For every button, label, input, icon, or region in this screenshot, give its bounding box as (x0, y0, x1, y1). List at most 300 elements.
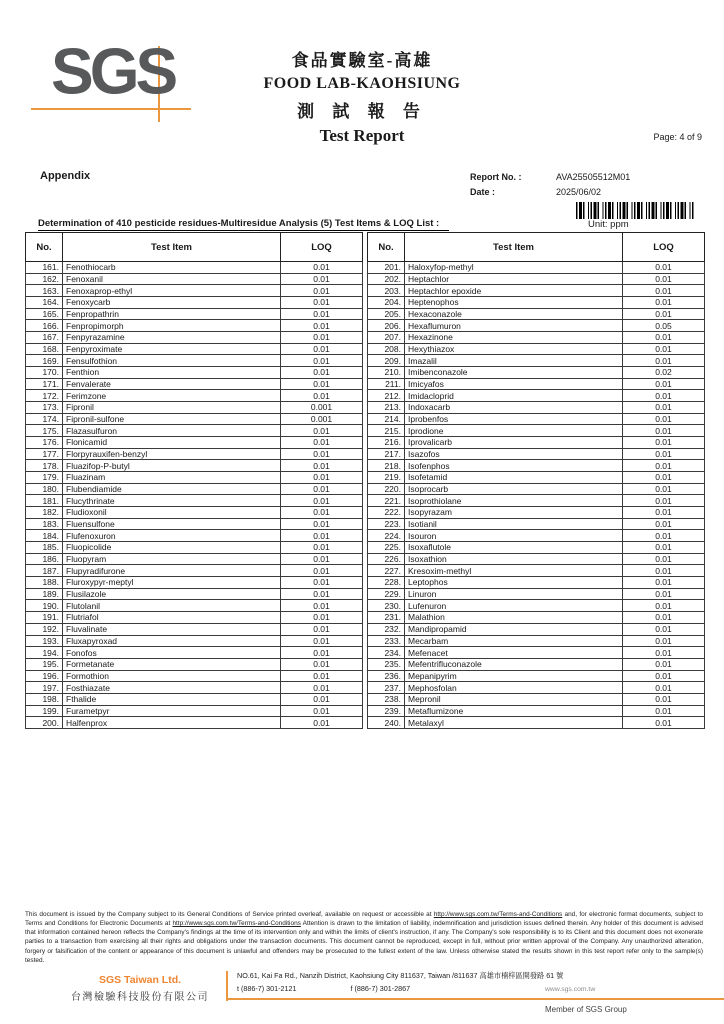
row-test-item: Isouron (405, 530, 623, 542)
row-test-item: Fluazifop-P-butyl (63, 460, 281, 472)
row-loq: 0.01 (623, 308, 705, 320)
row-no: 218. (368, 460, 405, 472)
row-no: 196. (26, 670, 63, 682)
row-loq: 0.01 (281, 367, 363, 379)
row-loq: 0.01 (281, 378, 363, 390)
table-row (368, 565, 705, 577)
row-loq: 0.01 (623, 262, 705, 274)
sgs-logo-text: SGS (51, 34, 175, 108)
table-row (26, 308, 363, 320)
row-loq: 0.01 (623, 448, 705, 460)
row-loq: 0.01 (281, 600, 363, 612)
table-row (368, 285, 705, 297)
table-row (26, 273, 363, 285)
row-loq: 0.01 (281, 577, 363, 589)
row-no: 165. (26, 308, 63, 320)
row-no: 236. (368, 670, 405, 682)
row-loq: 0.01 (281, 693, 363, 705)
table-row (368, 623, 705, 635)
row-test-item: Flupyradifurone (63, 565, 281, 577)
row-test-item: Hexaconazole (405, 308, 623, 320)
row-test-item: Fenoxycarb (63, 297, 281, 309)
column-header-loq: LOQ (281, 233, 363, 262)
row-no: 235. (368, 658, 405, 670)
table-row (26, 297, 363, 309)
row-test-item: Formothion (63, 670, 281, 682)
row-loq: 0.01 (623, 332, 705, 344)
row-no: 205. (368, 308, 405, 320)
row-no: 231. (368, 612, 405, 624)
table-row (368, 588, 705, 600)
row-no: 210. (368, 367, 405, 379)
table-row (368, 612, 705, 624)
row-loq: 0.01 (281, 530, 363, 542)
row-loq: 0.01 (623, 542, 705, 554)
row-test-item: Fluopicolide (63, 542, 281, 554)
row-loq: 0.05 (623, 320, 705, 332)
row-test-item: Fensulfothion (63, 355, 281, 367)
row-no: 200. (26, 717, 63, 729)
table-row (26, 693, 363, 705)
table-row (368, 402, 705, 414)
column-header-test-item: Test Item (63, 233, 281, 262)
row-no: 204. (368, 297, 405, 309)
row-loq: 0.001 (281, 402, 363, 414)
row-test-item: Isopyrazam (405, 507, 623, 519)
table-row (368, 343, 705, 355)
row-test-item: Fipronil (63, 402, 281, 414)
table-row (368, 635, 705, 647)
row-no: 226. (368, 553, 405, 565)
row-no: 222. (368, 507, 405, 519)
row-loq: 0.01 (623, 530, 705, 542)
row-no: 185. (26, 542, 63, 554)
row-test-item: Hexythiazox (405, 343, 623, 355)
row-no: 229. (368, 588, 405, 600)
row-no: 220. (368, 483, 405, 495)
row-no: 203. (368, 285, 405, 297)
row-loq: 0.01 (623, 577, 705, 589)
column-header-test-item: Test Item (405, 233, 623, 262)
row-loq: 0.01 (623, 355, 705, 367)
row-no: 209. (368, 355, 405, 367)
row-test-item: Mepronil (405, 693, 623, 705)
row-no: 194. (26, 647, 63, 659)
table-header-row (368, 233, 705, 262)
row-no: 221. (368, 495, 405, 507)
row-no: 169. (26, 355, 63, 367)
row-no: 182. (26, 507, 63, 519)
row-no: 238. (368, 693, 405, 705)
row-test-item: Hexaflumuron (405, 320, 623, 332)
table-row (26, 448, 363, 460)
table-row (26, 705, 363, 717)
row-test-item: Mefentrifluconazole (405, 658, 623, 670)
row-no: 173. (26, 402, 63, 414)
row-no: 211. (368, 378, 405, 390)
row-no: 183. (26, 518, 63, 530)
loq-table-right (367, 232, 705, 729)
table-row (26, 612, 363, 624)
report-barcode (576, 202, 694, 219)
table-row (368, 507, 705, 519)
row-test-item: Flutolanil (63, 600, 281, 612)
table-row (368, 390, 705, 402)
terms-and-conditions-link: http://www.sgs.com.tw/Terms-and-Conditions (433, 911, 563, 918)
table-row (368, 367, 705, 379)
row-no: 191. (26, 612, 63, 624)
row-no: 189. (26, 588, 63, 600)
row-loq: 0.01 (281, 448, 363, 460)
row-loq: 0.01 (281, 507, 363, 519)
table-row (26, 320, 363, 332)
row-loq: 0.01 (623, 705, 705, 717)
row-test-item: Formetanate (63, 658, 281, 670)
table-row (26, 717, 363, 729)
lab-title-english: FOOD LAB-KAOHSIUNG (263, 75, 461, 92)
table-row (26, 495, 363, 507)
row-loq: 0.01 (281, 355, 363, 367)
row-no: 166. (26, 320, 63, 332)
row-no: 167. (26, 332, 63, 344)
telephone-number: t (886-7) 301-2121 (237, 984, 297, 993)
row-loq: 0.01 (281, 717, 363, 729)
table-row (26, 565, 363, 577)
row-loq: 0.01 (623, 717, 705, 729)
row-test-item: Isoxaflutole (405, 542, 623, 554)
row-loq: 0.01 (623, 495, 705, 507)
row-test-item: Mepanipyrim (405, 670, 623, 682)
row-test-item: Lufenuron (405, 600, 623, 612)
row-loq: 0.01 (623, 612, 705, 624)
row-no: 193. (26, 635, 63, 647)
row-test-item: Mandipropamid (405, 623, 623, 635)
row-loq: 0.01 (623, 437, 705, 449)
contact-numbers (237, 984, 410, 993)
row-loq: 0.01 (281, 308, 363, 320)
row-no: 199. (26, 705, 63, 717)
row-loq: 0.01 (281, 472, 363, 484)
row-loq: 0.01 (623, 472, 705, 484)
row-no: 201. (368, 262, 405, 274)
row-no: 234. (368, 647, 405, 659)
row-test-item: Fenpropathrin (63, 308, 281, 320)
row-test-item: Isoprocarb (405, 483, 623, 495)
row-no: 207. (368, 332, 405, 344)
row-test-item: Heptachlor (405, 273, 623, 285)
table-row (26, 635, 363, 647)
table-row (26, 647, 363, 659)
row-no: 227. (368, 565, 405, 577)
legal-text-2: and, for electronic format documents, subject to Terms and Conditions for Electronic Documents at (25, 911, 704, 928)
row-test-item: Fthalide (63, 693, 281, 705)
table-row (368, 483, 705, 495)
row-loq: 0.01 (623, 507, 705, 519)
row-test-item: Mecarbam (405, 635, 623, 647)
row-no: 230. (368, 600, 405, 612)
row-no: 195. (26, 658, 63, 670)
row-no: 178. (26, 460, 63, 472)
table-row (26, 343, 363, 355)
table-header-row (26, 233, 363, 262)
row-test-item: Fluensulfone (63, 518, 281, 530)
row-loq: 0.01 (281, 460, 363, 472)
row-loq: 0.01 (623, 682, 705, 694)
table-row (26, 623, 363, 635)
row-loq: 0.01 (281, 390, 363, 402)
row-loq: 0.01 (281, 612, 363, 624)
row-test-item: Fonofos (63, 647, 281, 659)
row-no: 175. (26, 425, 63, 437)
row-test-item: Indoxacarb (405, 402, 623, 414)
table-row (26, 355, 363, 367)
table-row (26, 390, 363, 402)
table-row (368, 553, 705, 565)
table-row (26, 437, 363, 449)
table-row (368, 320, 705, 332)
row-no: 197. (26, 682, 63, 694)
row-loq: 0.01 (281, 635, 363, 647)
row-loq: 0.01 (281, 320, 363, 332)
row-test-item: Flusilazole (63, 588, 281, 600)
table-row (26, 402, 363, 414)
row-loq: 0.01 (623, 425, 705, 437)
row-test-item: Furametpyr (63, 705, 281, 717)
row-no: 216. (368, 437, 405, 449)
row-test-item: Fenoxaprop-ethyl (63, 285, 281, 297)
row-test-item: Fosthiazate (63, 682, 281, 694)
row-test-item: Fenpropimorph (63, 320, 281, 332)
row-loq: 0.01 (623, 635, 705, 647)
table-row (368, 658, 705, 670)
row-loq: 0.02 (623, 367, 705, 379)
row-test-item: Linuron (405, 588, 623, 600)
column-header-no: No. (26, 233, 63, 262)
table-row (26, 460, 363, 472)
table-row (368, 355, 705, 367)
table-row (368, 297, 705, 309)
report-no-value: AVA25505512M01 (556, 172, 631, 182)
table-row (368, 717, 705, 729)
table-row (26, 483, 363, 495)
table-row (368, 308, 705, 320)
row-test-item: Iprovalicarb (405, 437, 623, 449)
row-test-item: Fludioxonil (63, 507, 281, 519)
row-test-item: Fenoxanil (63, 273, 281, 285)
row-no: 186. (26, 553, 63, 565)
table-row (26, 262, 363, 274)
appendix-heading: Appendix (40, 170, 91, 182)
row-no: 228. (368, 577, 405, 589)
row-no: 233. (368, 635, 405, 647)
row-no: 214. (368, 413, 405, 425)
row-loq: 0.01 (281, 262, 363, 274)
row-loq: 0.01 (281, 273, 363, 285)
table-row (26, 530, 363, 542)
row-test-item: Fluopyram (63, 553, 281, 565)
table-row (368, 682, 705, 694)
row-test-item: Halfenprox (63, 717, 281, 729)
table-row (368, 273, 705, 285)
table-row (368, 332, 705, 344)
table-row (26, 507, 363, 519)
row-loq: 0.01 (281, 332, 363, 344)
row-no: 170. (26, 367, 63, 379)
table-row (368, 705, 705, 717)
company-website: www.sgs.com.tw (545, 986, 596, 993)
row-test-item: Fenvalerate (63, 378, 281, 390)
table-row (368, 437, 705, 449)
row-test-item: Isoxathion (405, 553, 623, 565)
row-test-item: Isazofos (405, 448, 623, 460)
row-test-item: Imicyafos (405, 378, 623, 390)
table-row (368, 530, 705, 542)
row-loq: 0.01 (281, 542, 363, 554)
row-no: 237. (368, 682, 405, 694)
unit-label: Unit: ppm (588, 219, 629, 230)
row-no: 198. (26, 693, 63, 705)
table-row (368, 670, 705, 682)
row-loq: 0.01 (623, 343, 705, 355)
row-loq: 0.01 (623, 460, 705, 472)
row-loq: 0.01 (281, 518, 363, 530)
row-loq: 0.001 (281, 413, 363, 425)
row-test-item: Iprobenfos (405, 413, 623, 425)
row-loq: 0.01 (281, 425, 363, 437)
row-loq: 0.01 (281, 705, 363, 717)
date-label: Date : (470, 187, 496, 197)
row-test-item: Fipronil-sulfone (63, 413, 281, 425)
table-row (26, 682, 363, 694)
row-test-item: Metaflumizone (405, 705, 623, 717)
row-test-item: Isofenphos (405, 460, 623, 472)
table-row (26, 413, 363, 425)
row-no: 179. (26, 472, 63, 484)
analysis-list-title: Determination of 410 pesticide residues-Multiresidue Analysis (5) Test Items & LOQ List : (38, 218, 449, 231)
row-loq: 0.01 (281, 647, 363, 659)
table-row (26, 658, 363, 670)
table-row (26, 518, 363, 530)
row-test-item: Malathion (405, 612, 623, 624)
report-title-block (0, 46, 724, 146)
table-row (368, 542, 705, 554)
row-loq: 0.01 (281, 658, 363, 670)
table-row (368, 378, 705, 390)
row-loq: 0.01 (623, 600, 705, 612)
table-row (26, 378, 363, 390)
table-row (26, 367, 363, 379)
legal-text-3: Attention is drawn to the limitation of liability, indemnification and jurisdiction issues defined therein. Any holder of this document is advised that information contained hereon reflects the Company's findings at the time of its intervention only and within the limits of client's instruction, if any. The Company's sole responsibility is to its Client and this document does not exonerate parties to a transaction from exercising all their rights and obligations under the transaction documents. This document cannot be reproduced, except in full, without prior written approval of the Company. Any unauthorized alteration, forgery or falsification of the content or appearance of this document is unlawful and offenders may be prosecuted to the fullest extent of the law. Unless otherwise stated the results shown in this test report refer only to the sample(s) tested. (25, 920, 704, 964)
row-loq: 0.01 (623, 483, 705, 495)
row-loq: 0.01 (623, 297, 705, 309)
date-value: 2025/06/02 (556, 187, 602, 197)
row-loq: 0.01 (623, 402, 705, 414)
row-test-item: Flucythrinate (63, 495, 281, 507)
row-no: 161. (26, 262, 63, 274)
row-loq: 0.01 (281, 343, 363, 355)
legal-disclaimer (25, 910, 703, 965)
table-row (26, 332, 363, 344)
row-loq: 0.01 (623, 623, 705, 635)
table-row (26, 542, 363, 554)
report-meta (470, 170, 630, 200)
row-no: 177. (26, 448, 63, 460)
row-no: 176. (26, 437, 63, 449)
loq-table-left (25, 232, 363, 729)
row-no: 219. (368, 472, 405, 484)
table-row (368, 425, 705, 437)
member-of-sgs-group: Member of SGS Group (545, 1005, 627, 1014)
terms-and-conditions-link: http://www.sgs.com.tw/Terms-and-Conditions (172, 920, 301, 928)
row-no: 181. (26, 495, 63, 507)
row-test-item: Flonicamid (63, 437, 281, 449)
row-test-item: Leptophos (405, 577, 623, 589)
row-loq: 0.01 (281, 553, 363, 565)
table-row (368, 600, 705, 612)
row-loq: 0.01 (281, 623, 363, 635)
row-test-item: Fluazinam (63, 472, 281, 484)
row-test-item: Fluvalinate (63, 623, 281, 635)
row-no: 212. (368, 390, 405, 402)
row-loq: 0.01 (281, 285, 363, 297)
footer-divider-horizontal (226, 998, 724, 1000)
row-no: 168. (26, 343, 63, 355)
row-loq: 0.01 (281, 483, 363, 495)
row-no: 202. (368, 273, 405, 285)
report-title-chinese: 測 試 報 告 (297, 102, 427, 121)
row-test-item: Hexazinone (405, 332, 623, 344)
row-test-item: Fluxapyroxad (63, 635, 281, 647)
company-name-english: SGS Taiwan Ltd. (98, 974, 182, 986)
row-test-item: Flazasulfuron (63, 425, 281, 437)
row-loq: 0.01 (623, 588, 705, 600)
report-no-label: Report No. : (470, 172, 522, 182)
row-no: 208. (368, 343, 405, 355)
table-row (368, 460, 705, 472)
table-row (368, 577, 705, 589)
column-header-no: No. (368, 233, 405, 262)
page-number: Page: 4 of 9 (653, 132, 702, 142)
row-no: 187. (26, 565, 63, 577)
row-loq: 0.01 (623, 670, 705, 682)
row-loq: 0.01 (281, 588, 363, 600)
row-test-item: Imibenconazole (405, 367, 623, 379)
row-loq: 0.01 (281, 670, 363, 682)
row-no: 213. (368, 402, 405, 414)
row-no: 162. (26, 273, 63, 285)
row-loq: 0.01 (623, 565, 705, 577)
row-no: 192. (26, 623, 63, 635)
row-no: 164. (26, 297, 63, 309)
row-test-item: Isofetamid (405, 472, 623, 484)
row-no: 172. (26, 390, 63, 402)
table-row (26, 285, 363, 297)
row-loq: 0.01 (281, 297, 363, 309)
row-test-item: Metalaxyl (405, 717, 623, 729)
row-no: 240. (368, 717, 405, 729)
row-test-item: Fenthion (63, 367, 281, 379)
row-test-item: Isotianil (405, 518, 623, 530)
table-row (368, 647, 705, 659)
row-no: 223. (368, 518, 405, 530)
table-row (368, 413, 705, 425)
row-loq: 0.01 (623, 273, 705, 285)
table-row (26, 472, 363, 484)
table-row (368, 693, 705, 705)
row-loq: 0.01 (281, 437, 363, 449)
row-no: 215. (368, 425, 405, 437)
row-loq: 0.01 (623, 553, 705, 565)
